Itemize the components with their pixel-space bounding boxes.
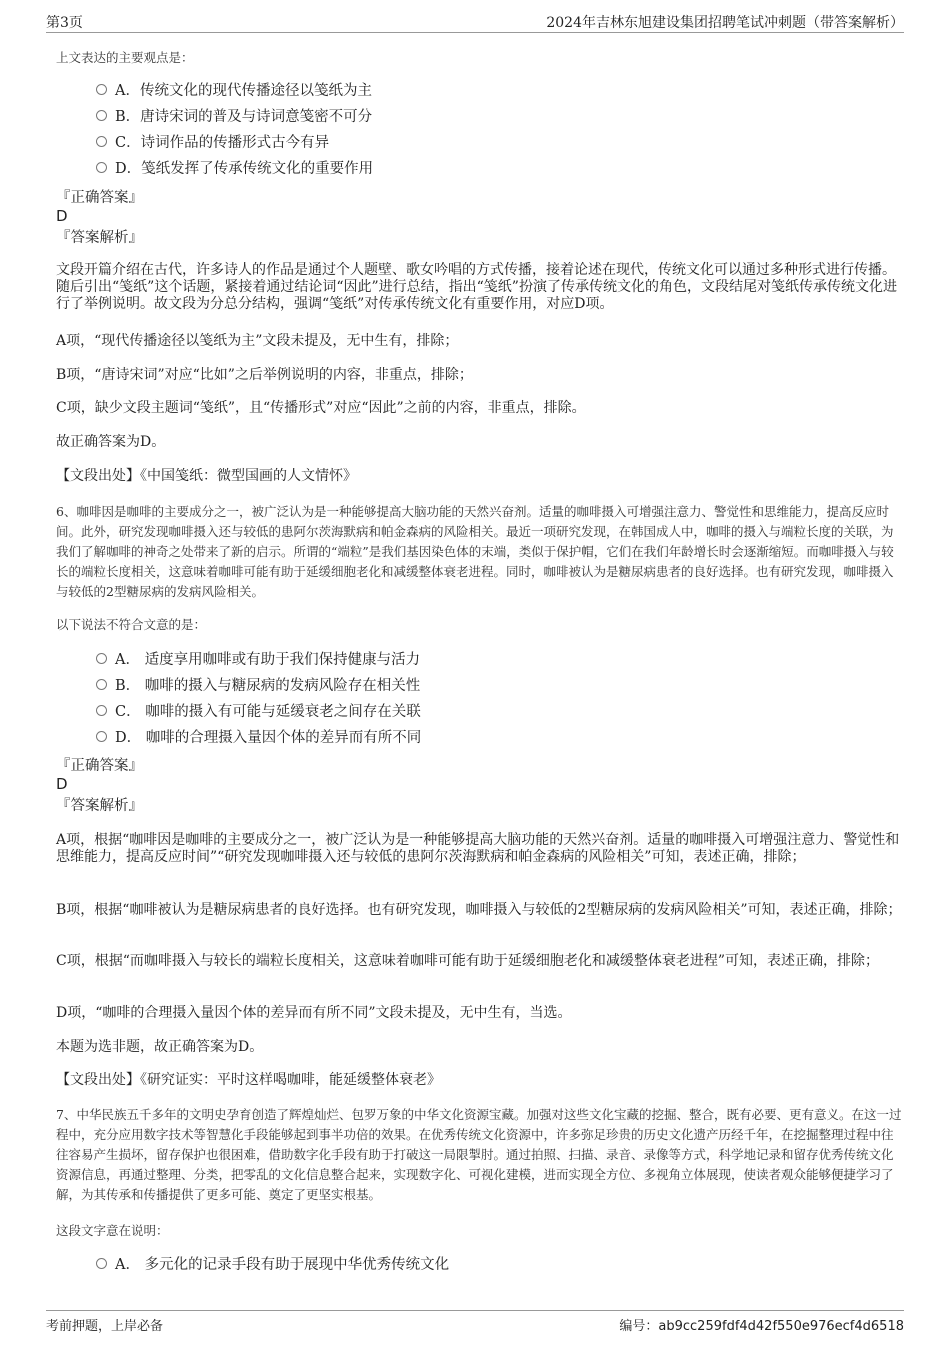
q5-option-a[interactable]: A．传统文化的现代传播途径以笺纸为主 <box>96 81 372 101</box>
q6-option-a[interactable]: A． 适度享用咖啡或有助于我们保持健康与活力 <box>96 650 420 670</box>
q6-stem: 以下说法不符合文意的是： <box>56 617 207 632</box>
radio-icon[interactable] <box>96 110 107 121</box>
q5-answer: D <box>56 207 68 225</box>
q6-option-c[interactable]: C． 咖啡的摄入有可能与延缓衰老之间存在关联 <box>96 702 421 722</box>
q6-analysis-c: C项，根据“而咖啡摄入与较长的端粒长度相关，这意味着咖啡可能有助于延缓细胞老化和减缓整体衰老进程”可知，表述正确，排除； <box>56 953 880 969</box>
document-title: 2024年吉林东旭建设集团招聘笔试冲刺题（带答案解析） <box>546 15 904 31</box>
radio-icon[interactable] <box>96 679 107 690</box>
q5-option-b[interactable]: B．唐诗宋词的普及与诗词意笺密不可分 <box>96 107 372 127</box>
radio-icon[interactable] <box>96 731 107 742</box>
q5-analysis-c: C项，缺少文段主题词“笺纸”，且“传播形式”对应“因此”之前的内容，非重点，排除。 <box>56 400 586 416</box>
footer-slogan: 考前押题，上岸必备 <box>46 1319 164 1334</box>
q6-analysis-d: D项，“咖啡的合理摄入量因个体的差异而有所不同”文段未提及，无中生有，当选。 <box>56 1005 572 1021</box>
q5-source: 【文段出处】《中国笺纸：微型国画的人文情怀》 <box>56 468 357 484</box>
q5-stem: 上文表达的主要观点是： <box>56 50 194 65</box>
q6-option-d[interactable]: D． 咖啡的合理摄入量因个体的差异而有所不同 <box>96 728 421 748</box>
q7-stem: 这段文字意在说明： <box>56 1223 169 1238</box>
q6-analysis-b: B项，根据“咖啡被认为是糖尿病患者的良好选择。也有研究发现，咖啡摄入与较低的2型糖尿病的发病风险相关”可知，表述正确，排除； <box>56 902 902 918</box>
q6-analysis-a: A项，根据“咖啡因是咖啡的主要成分之一，被广泛认为是一种能够提高大脑功能的天然兴奋剂。适量的咖啡摄入可增强注意力、警觉性和思维能力，提高反应时间”“研究发现咖啡摄入还与较低的患阿尔茨海默病和帕金森病的风险相关”可知，表述正确，排除； <box>56 832 900 865</box>
q5-option-c[interactable]: C．诗词作品的传播形式古今有异 <box>96 133 329 153</box>
q6-option-b[interactable]: B． 咖啡的摄入与糖尿病的发病风险存在相关性 <box>96 676 420 696</box>
document-id: 编号：ab9cc259fdf4d42f550e976ecf4d6518 <box>619 1319 904 1334</box>
q5-analysis-summary: 文段开篇介绍在古代，许多诗人的作品是通过个人题壁、歌女吟唱的方式传播，接着论述在现代，传统文化可以通过多种形式进行传播。随后引出“笺纸”这个话题，紧接着通过结论词“因此”进行总结，指出“笺纸”扮演了传承传统文化的角色，文段结尾对笺纸传承传统文化进行了举例说明。故文段为分总分结构，强调“笺纸”对传承传统文化有重要作用，对应D项。 <box>56 262 897 312</box>
radio-icon[interactable] <box>96 136 107 147</box>
q6-passage: 6、咖啡因是咖啡的主要成分之一，被广泛认为是一种能够提高大脑功能的天然兴奋剂。适量的咖啡摄入可增强注意力、警觉性和思维能力，提高反应时间。此外，研究发现咖啡摄入还与较低的患阿尔茨海默病和帕金森病的风险相关。最近一项研究发现，在韩国成人中，咖啡的摄入与端粒长度的关联，为我们了解咖啡的神奇之处带来了新的启示。所谓的“端粒”是我们基因染色体的末端，类似于保护帽，它们在我们年龄增长时会逐渐缩短。而咖啡摄入与较长的端粒长度相关，这意味着咖啡可能有助于延缓细胞老化和减缓整体衰老进程。同时，咖啡被认为是糖尿病患者的良好选择。也有研究发现，咖啡摄入与较低的2型糖尿病的发病风险相关。 <box>56 504 894 599</box>
q6-conclusion: 本题为选非题，故正确答案为D。 <box>56 1039 264 1055</box>
radio-icon[interactable] <box>96 84 107 95</box>
q5-answer-label: 『正确答案』 <box>56 190 143 206</box>
radio-icon[interactable] <box>96 162 107 173</box>
q6-analysis-label: 『答案解析』 <box>56 798 143 814</box>
page-number: 第3页 <box>46 15 83 31</box>
q6-source: 【文段出处】《研究证实：平时这样喝咖啡，能延缓整体衰老》 <box>56 1072 441 1088</box>
q5-analysis-label: 『答案解析』 <box>56 230 143 246</box>
radio-icon[interactable] <box>96 1258 107 1269</box>
q6-answer-label: 『正确答案』 <box>56 758 143 774</box>
radio-icon[interactable] <box>96 653 107 664</box>
q5-analysis-a: A项，“现代传播途径以笺纸为主”文段未提及，无中生有，排除； <box>56 333 459 349</box>
q7-passage: 7、中华民族五千多年的文明史孕育创造了辉煌灿烂、包罗万象的中华文化资源宝藏。加强对这些文化宝藏的挖掘、整合，既有必要、更有意义。在这一过程中，充分应用数字技术等智慧化手段能够起到事半功倍的效果。在优秀传统文化资源中，许多弥足珍贵的历史文化遗产历经千年，在挖掘整理过程中往往容易产生损坏，留存保护也很困难，借助数字化手段有助于打破这一局限掣肘。通过拍照、扫描、录音、录像等方式，科学地记录和留存优秀传统文化资源信息，再通过整理、分类，把零乱的文化信息整合起来，实现数字化、可视化建模，进而实现全方位、多视角立体展现，使读者观众能够便捷学习了解，为其传承和传播提供了更多可能、奠定了更坚实根基。 <box>56 1107 902 1202</box>
q5-analysis-b: B项，“唐诗宋词”对应“比如”之后举例说明的内容，非重点，排除； <box>56 367 473 383</box>
q5-conclusion: 故正确答案为D。 <box>56 434 166 450</box>
q7-option-a[interactable]: A． 多元化的记录手段有助于展现中华优秀传统文化 <box>96 1255 449 1275</box>
radio-icon[interactable] <box>96 705 107 716</box>
page-footer <box>46 1310 904 1341</box>
q6-answer: D <box>56 775 68 793</box>
q5-option-d[interactable]: D．笺纸发挥了传承传统文化的重要作用 <box>96 159 373 179</box>
page-header <box>46 10 904 33</box>
